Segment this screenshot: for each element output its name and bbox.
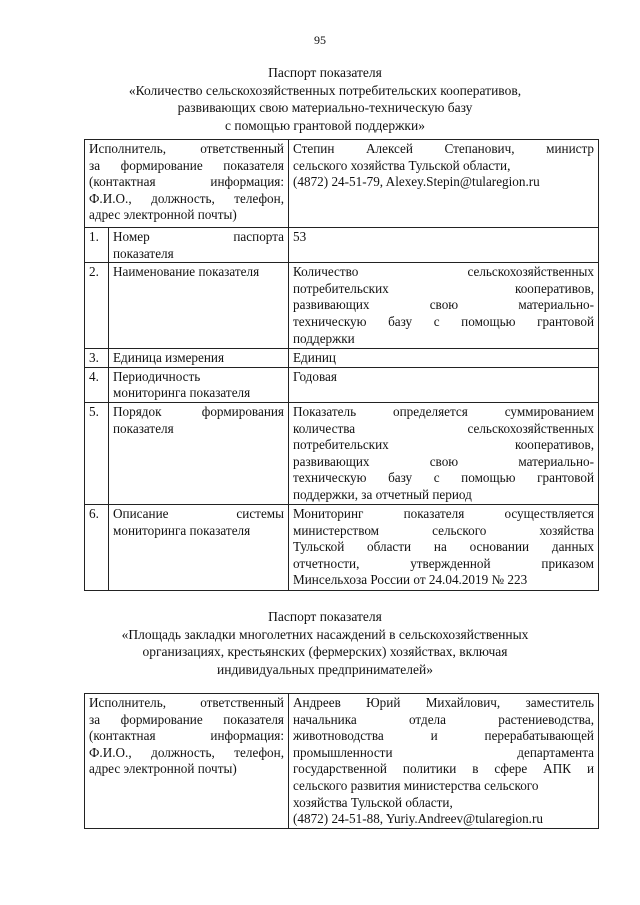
row-value (289, 228, 599, 263)
table-row (85, 349, 599, 368)
text-line: показателя (113, 245, 174, 261)
row-number: 2. (85, 263, 109, 349)
heading-line: «Площадь закладки многолетних насаждений в сельскохозяйственных (121, 626, 529, 642)
text-line: Показатель определяется суммированием (293, 403, 594, 419)
table-row (85, 228, 599, 263)
row-label (109, 367, 289, 402)
row-label (109, 402, 289, 504)
text-line: Минсельхоза России от 24.04.2019 № 223 (293, 572, 528, 588)
text-line: потребительских кооперативов, (293, 437, 594, 453)
text-line: Единиц (293, 350, 336, 366)
row-number: 5. (85, 402, 109, 504)
row-value (289, 263, 599, 349)
table-row (85, 263, 599, 349)
heading-line: развивающих свою материально-техническую базу (177, 100, 473, 115)
row-label (109, 504, 289, 590)
text-line: хозяйства Тульской области, (293, 794, 453, 810)
executor-value (289, 694, 599, 829)
text-line: отчетности, утвержденной приказом (293, 555, 594, 571)
text-line: Порядок формирования (113, 403, 284, 419)
passport-2-heading (60, 608, 590, 678)
row-value (289, 349, 599, 368)
executor-label (85, 694, 289, 829)
text-line: Номер паспорта (113, 229, 284, 244)
text-line: Исполнитель, ответственный (89, 695, 284, 710)
text-line: адрес электронной почты) (89, 207, 237, 223)
text-line: Мониторинг показателя осуществляется (293, 505, 594, 521)
text-line: сельского хозяйства Тульской области, (293, 157, 511, 173)
text-line: поддержки, за отчетный период (293, 486, 472, 502)
table-row (85, 140, 599, 228)
text-line: 53 (293, 229, 307, 244)
text-line: потребительских кооперативов, (293, 280, 594, 296)
text-line: промышленности департамента (293, 744, 594, 760)
text-line: (4872) 24-51-79, Alexey.Stepin@tularegion.ru (293, 174, 540, 190)
heading-line: организациях, крестьянских (фермерских) хозяйствах, включая (142, 644, 508, 659)
text-line: Периодичность (113, 368, 201, 384)
heading-line: Паспорт показателя (268, 609, 382, 624)
text-line: за формирование показателя (89, 157, 284, 173)
text-line: развивающих свою материально- (293, 297, 594, 313)
row-label (109, 263, 289, 349)
heading-line: «Количество сельскохозяйственных потребительских кооперативов, (128, 82, 522, 98)
text-line: Ф.И.О., должность, телефон, (89, 190, 284, 206)
text-line: Андреев Юрий Михайлович, заместитель (293, 695, 594, 710)
text-line: техническую базу с помощью грантовой (293, 313, 594, 329)
row-value (289, 504, 599, 590)
text-line: мониторинга показателя (113, 385, 251, 401)
heading-line: индивидуальных предпринимателей» (217, 661, 433, 677)
table-row (85, 694, 599, 829)
text-line: Исполнитель, ответственный (89, 141, 284, 156)
page-number: 95 (314, 33, 326, 47)
executor-label (85, 140, 289, 228)
text-line: государственной политики в сфере АПК и (293, 761, 594, 777)
passport-1-table (84, 139, 599, 591)
text-line: министерством сельского хозяйства (293, 522, 594, 538)
heading-line: Паспорт показателя (268, 65, 382, 80)
text-line: количества сельскохозяйственных (293, 420, 594, 436)
table-row (85, 402, 599, 504)
text-line: техническую базу с помощью грантовой (293, 470, 594, 486)
row-number: 4. (85, 367, 109, 402)
table-row (85, 504, 599, 590)
passport-1-heading (60, 64, 590, 134)
text-line: показателя (113, 420, 174, 436)
text-line: Описание системы (113, 505, 284, 521)
text-line: поддержки (293, 330, 355, 346)
text-line: Наименование показателя (113, 264, 260, 280)
text-line: за формирование показателя (89, 711, 284, 727)
row-value (289, 367, 599, 402)
text-line: адрес электронной почты) (89, 761, 237, 777)
row-number: 6. (85, 504, 109, 590)
text-line: начальника отдела растениеводства, (293, 711, 594, 727)
row-label (109, 349, 289, 368)
passport-2-table (84, 693, 599, 829)
table-row (85, 367, 599, 402)
text-line: Годовая (293, 368, 337, 384)
text-line: развивающих свою материально- (293, 453, 594, 469)
text-line: Количество сельскохозяйственных (293, 264, 594, 280)
row-label (109, 228, 289, 263)
text-line: (контактная информация: (89, 728, 284, 744)
row-value (289, 402, 599, 504)
text-line: Ф.И.О., должность, телефон, (89, 744, 284, 760)
heading-line: с помощью грантовой поддержки» (225, 117, 425, 133)
row-number: 3. (85, 349, 109, 368)
text-line: Тульской области на основании данных (293, 539, 594, 555)
text-line: (4872) 24-51-88, Yuriy.Andreev@tularegion.ru (293, 811, 543, 827)
text-line: Степин Алексей Степанович, министр (293, 141, 594, 156)
text-line: мониторинга показателя (113, 522, 251, 538)
text-line: Единица измерения (113, 350, 225, 366)
executor-value (289, 140, 599, 228)
text-line: животноводства и перерабатывающей (293, 728, 594, 744)
text-line: (контактная информация: (89, 174, 284, 190)
row-number: 1. (85, 228, 109, 263)
text-line: сельского развития министерства сельского (293, 777, 539, 793)
